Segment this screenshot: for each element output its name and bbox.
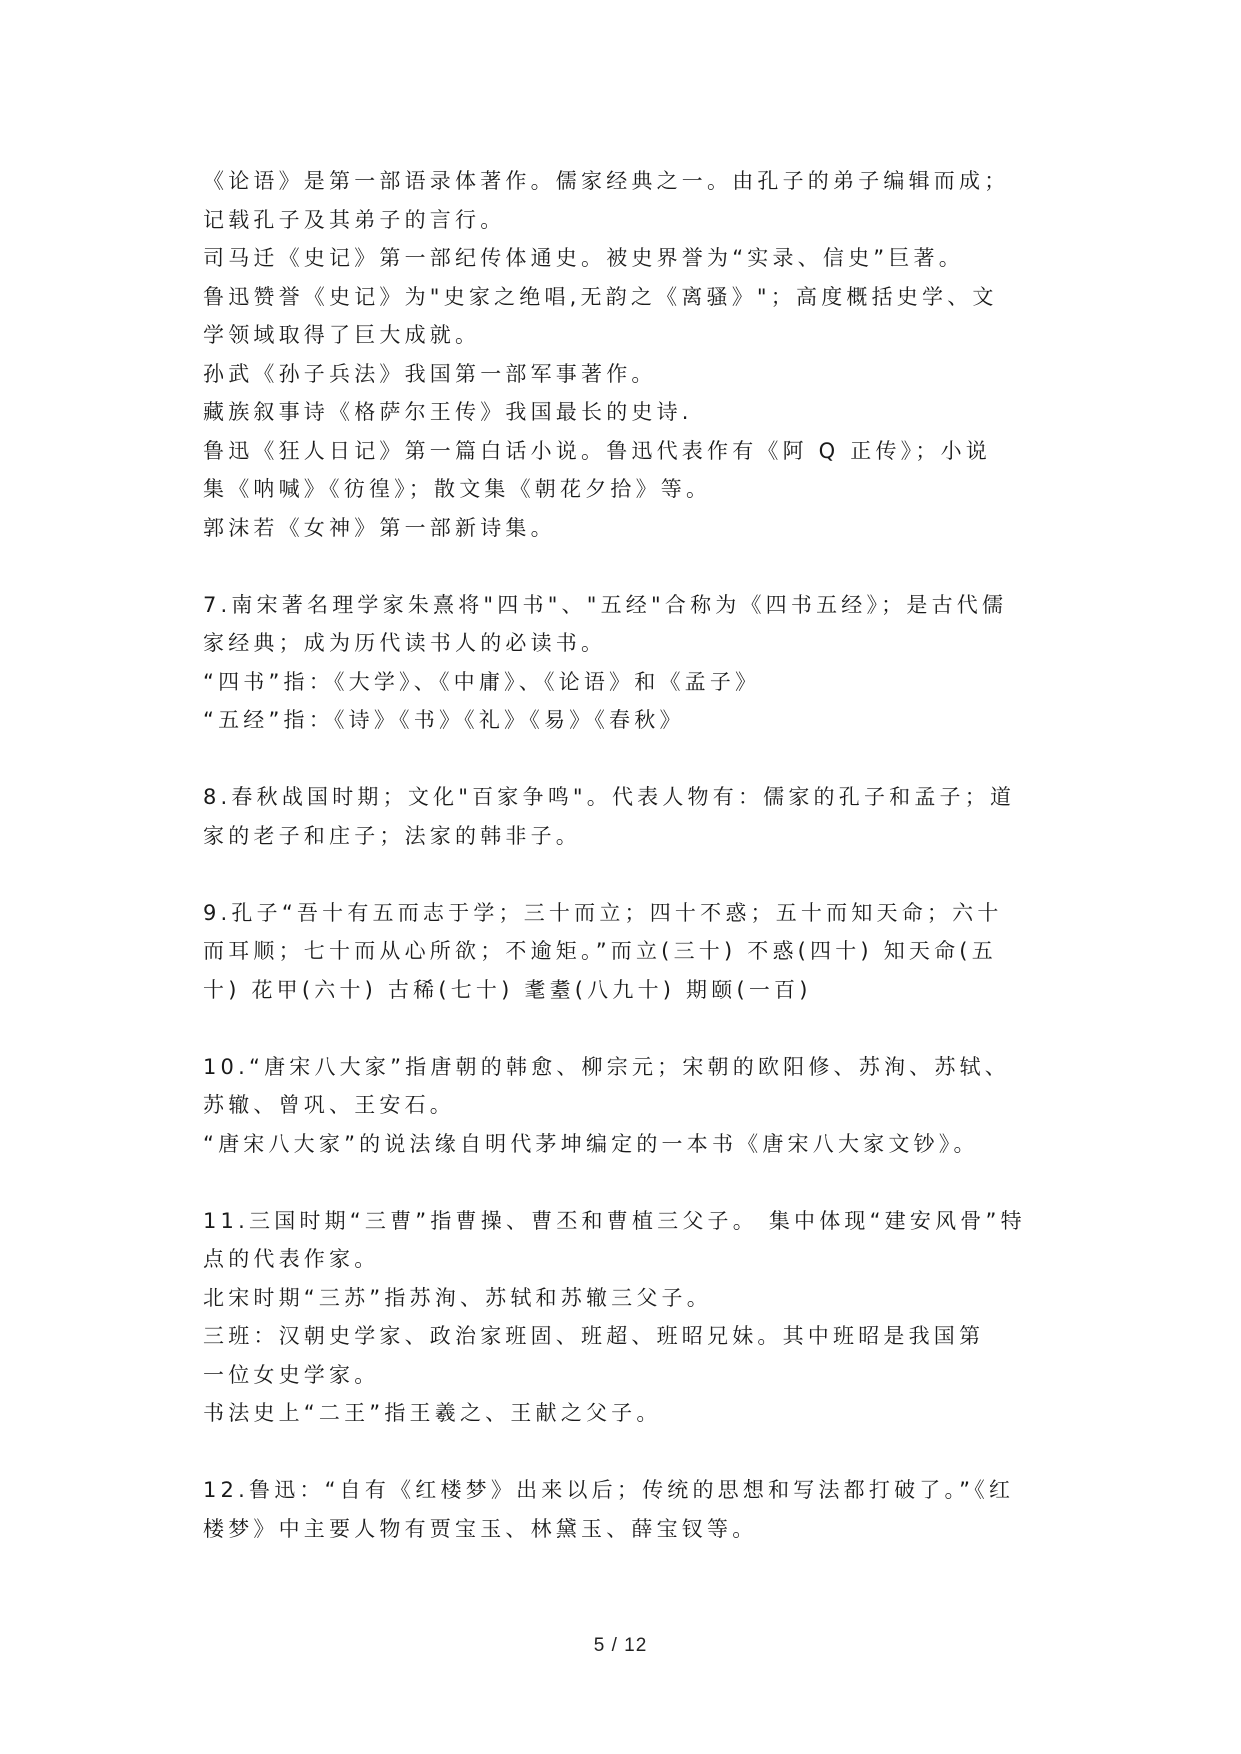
text-line: 藏族叙事诗《格萨尔王传》我国最长的史诗. [203,400,693,424]
text-line: 楼梦》中主要人物有贾宝玉、林黛玉、薛宝钗等。 [203,1516,758,1541]
text-line: 10.“唐宋八大家”指唐朝的韩愈、柳宗元；宋朝的欧阳修、苏洵、苏轼、 [203,1054,1010,1079]
paragraph-gap [203,740,1043,779]
text-line: 点的代表作家。 [203,1247,380,1271]
paragraph-gap [203,547,1043,586]
text-line: 一位女史学家。 [203,1362,380,1387]
text-line: 8.春秋战国时期；文化"百家争鸣"。代表人物有：儒家的孔子和孟子；道 [203,785,1016,809]
text-line: 鲁迅《狂人日记》第一篇白话小说。鲁迅代表作有《阿 Q 正传》；小说 [203,438,991,463]
page-number: 5 / 12 [593,1635,648,1656]
text-line: 司马迁《史记》第一部纪传体通史。被史界誉为“实录、信史”巨著。 [203,246,964,270]
paragraph-gap [203,1163,1043,1202]
text-line: 记载孔子及其弟子的言行。 [203,207,506,232]
text-line: 9.孔子“吾十有五而志于学；三十而立；四十不惑；五十而知天命；六十 [203,900,1003,925]
text-line: 11.三国时期“三曹”指曹操、曹丕和曹植三父子。 集中体现“建安风骨”特 [203,1208,1026,1233]
text-line: 12.鲁迅：“自有《红楼梦》出来以后；传统的思想和写法都打破了。”《红 [203,1478,1015,1502]
text-line: “五经”指：《诗》《书》《礼》《易》《春秋》 [203,708,685,732]
text-line: 《论语》是第一部语录体著作。儒家经典之一。由孔子的弟子编辑而成； [203,169,1010,193]
text-line: 7.南宋著名理学家朱熹将"四书"、"五经"合称为《四书五经》；是古代儒 [203,592,1008,617]
text-line: 鲁迅赞誉《史记》为"史家之绝唱,无韵之《离骚》"；高度概括史学、文 [203,284,998,309]
body-text [203,162,1043,1548]
text-line: 家经典；成为历代读书人的必读书。 [203,631,607,655]
text-line: 学领域取得了巨大成就。 [203,323,481,347]
text-line: “唐宋八大家”的说法缘自明代茅坤编定的一本书《唐宋八大家文钞》。 [203,1131,979,1156]
text-line: 三班：汉朝史学家、政治家班固、班超、班昭兄妹。其中班昭是我国第 [203,1324,985,1348]
text-line: 而耳顺；七十而从心所欲；不逾矩。”而立(三十) 不惑(四十) 知天命(五 [203,939,997,963]
text-line: 家的老子和庄子；法家的韩非子。 [203,823,581,848]
text-line: “四书”指：《大学》、《中庸》、《论语》和《孟子》 [203,669,761,694]
paragraph-gap [203,855,1043,894]
text-line: 十) 花甲(六十) 古稀(七十) 耄耋(八九十) 期颐(一百) [203,977,812,1002]
text-line: 集《呐喊》《彷徨》；散文集《朝花夕拾》等。 [203,477,712,501]
paragraph-gap [203,1009,1043,1048]
text-line: 书法史上“二王”指王羲之、王献之父子。 [203,1401,662,1425]
text-line: 苏辙、曾巩、王安石。 [203,1093,455,1117]
text-line: 郭沫若《女神》第一部新诗集。 [203,515,556,540]
text-line: 孙武《孙子兵法》我国第一部军事著作。 [203,361,657,386]
paragraph-gap [203,1433,1043,1472]
text-line: 北宋时期“三苏”指苏洵、苏轼和苏辙三父子。 [203,1285,712,1310]
